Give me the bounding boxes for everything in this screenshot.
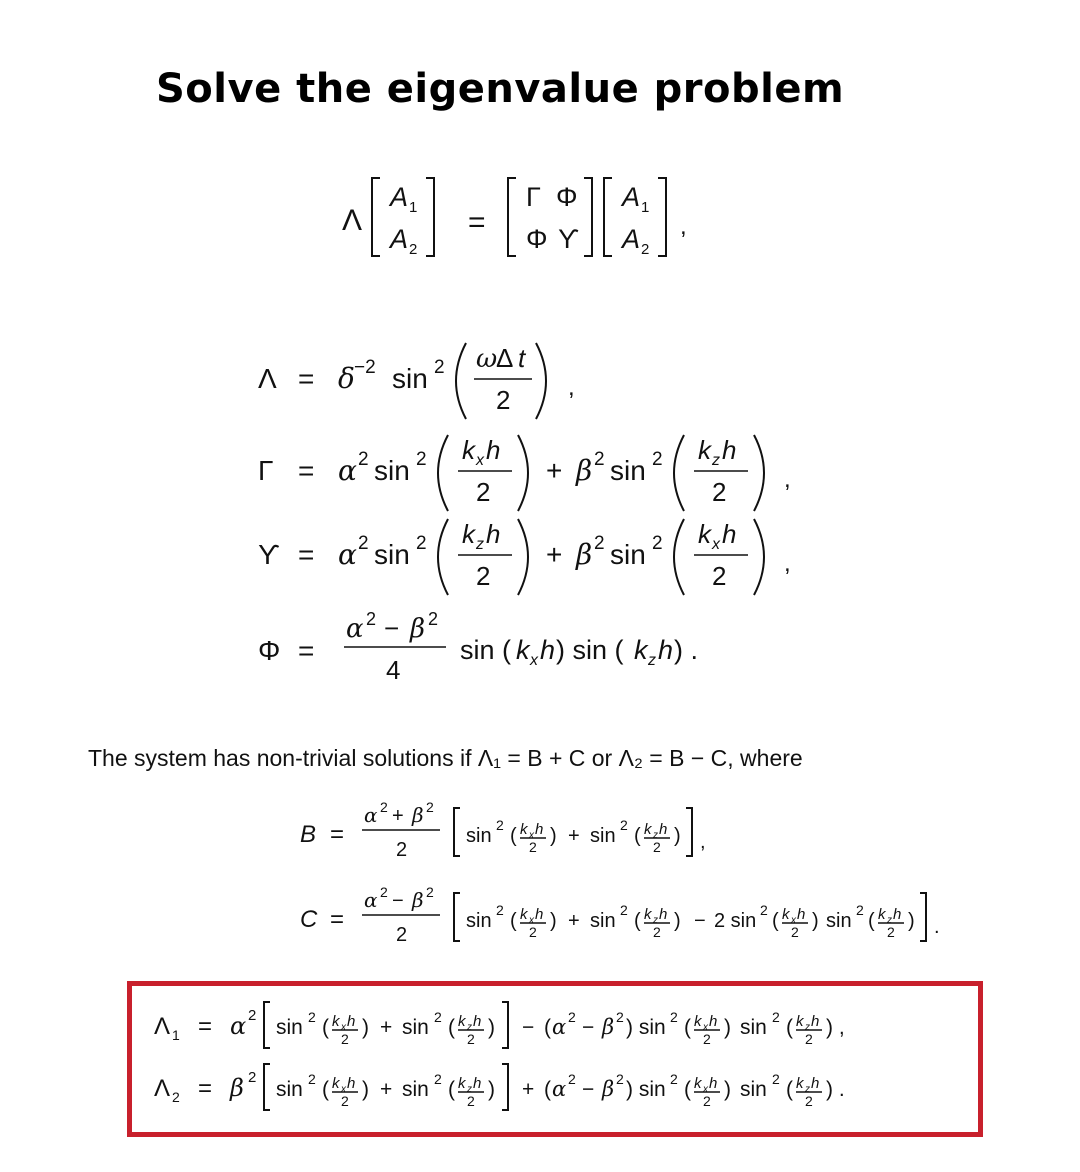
svg-text:β: β bbox=[576, 454, 593, 487]
answer-lambda1 bbox=[154, 1002, 845, 1048]
svg-text:sin: sin bbox=[276, 1078, 303, 1101]
svg-text:z: z bbox=[712, 452, 720, 469]
svg-text:2: 2 bbox=[341, 1031, 349, 1047]
svg-text:(: ( bbox=[448, 1016, 455, 1039]
answer-equations bbox=[140, 992, 970, 1122]
svg-text:=: = bbox=[298, 363, 315, 394]
svg-text:4: 4 bbox=[386, 655, 401, 685]
svg-text:δ: δ bbox=[338, 362, 355, 395]
svg-text:−: − bbox=[522, 1016, 535, 1039]
svg-text:C: C bbox=[300, 906, 318, 933]
svg-text:2: 2 bbox=[426, 885, 434, 900]
svg-text:(: ( bbox=[510, 825, 517, 847]
svg-text:h: h bbox=[486, 435, 501, 465]
svg-text:h: h bbox=[722, 435, 737, 465]
svg-text:k: k bbox=[644, 906, 652, 923]
svg-text:,: , bbox=[784, 466, 791, 493]
svg-text:x: x bbox=[530, 652, 538, 669]
svg-text:sin: sin bbox=[740, 1016, 767, 1039]
svg-text:2: 2 bbox=[856, 902, 864, 918]
svg-text:): ) bbox=[550, 825, 557, 847]
svg-text:x: x bbox=[476, 452, 484, 469]
matrix-equation bbox=[330, 170, 730, 270]
svg-text:+: + bbox=[546, 455, 563, 486]
svg-text:z: z bbox=[467, 1084, 472, 1095]
svg-text:h: h bbox=[722, 519, 737, 549]
svg-text:k: k bbox=[878, 906, 886, 923]
svg-text:x: x bbox=[712, 536, 720, 553]
svg-text:(: ( bbox=[786, 1016, 793, 1039]
svg-text:): ) bbox=[724, 1016, 731, 1039]
solution-condition-paragraph: The system has non-trivial solutions if Λ₁ = B + C or Λ₂ = B − C, where bbox=[88, 745, 803, 771]
svg-text:β: β bbox=[230, 1074, 244, 1102]
svg-text:2: 2 bbox=[568, 1071, 576, 1087]
svg-text:x: x bbox=[341, 1084, 346, 1095]
svg-text:2: 2 bbox=[434, 357, 445, 378]
svg-text:=: = bbox=[198, 1013, 213, 1040]
svg-text:+: + bbox=[392, 805, 404, 827]
svg-text:k: k bbox=[694, 1013, 702, 1030]
svg-text:2: 2 bbox=[416, 449, 427, 470]
svg-text:,: , bbox=[784, 550, 791, 577]
svg-text:k: k bbox=[520, 821, 528, 838]
svg-text:z: z bbox=[887, 915, 892, 926]
svg-text:−: − bbox=[384, 613, 400, 643]
svg-text:): ) bbox=[362, 1078, 369, 1101]
svg-text:Φ: Φ bbox=[258, 635, 281, 666]
svg-text:β: β bbox=[412, 803, 424, 827]
svg-text:,: , bbox=[680, 213, 687, 240]
svg-text:2: 2 bbox=[396, 839, 408, 861]
svg-text:2: 2 bbox=[616, 1071, 624, 1087]
def-lambda bbox=[258, 343, 575, 419]
svg-text:2: 2 bbox=[652, 449, 663, 470]
svg-text:(: ( bbox=[634, 825, 641, 847]
svg-text:2: 2 bbox=[396, 924, 408, 946]
svg-text:=: = bbox=[468, 206, 486, 239]
svg-text:k: k bbox=[698, 519, 711, 549]
svg-text:k: k bbox=[644, 821, 652, 838]
svg-text:β: β bbox=[602, 1077, 615, 1101]
svg-text:2: 2 bbox=[476, 561, 491, 591]
svg-text:=: = bbox=[198, 1075, 213, 1102]
svg-text:h: h bbox=[811, 1075, 820, 1092]
svg-text:1: 1 bbox=[641, 199, 650, 216]
svg-text:(: ( bbox=[772, 910, 779, 932]
svg-text:): ) bbox=[908, 910, 915, 932]
svg-text:x: x bbox=[791, 915, 796, 926]
svg-text:z: z bbox=[476, 536, 484, 553]
svg-text:=: = bbox=[330, 906, 345, 933]
svg-text:sin: sin bbox=[374, 539, 410, 570]
svg-text:x: x bbox=[703, 1022, 708, 1033]
svg-text:.: . bbox=[934, 916, 940, 938]
svg-text:−: − bbox=[582, 1078, 595, 1101]
svg-text:Λ: Λ bbox=[154, 1013, 171, 1040]
svg-text:2: 2 bbox=[308, 1009, 316, 1025]
svg-text:h: h bbox=[535, 906, 544, 923]
svg-text:2: 2 bbox=[620, 817, 628, 833]
vector-a2: A bbox=[390, 224, 409, 254]
matrix-phi-1: Φ bbox=[556, 182, 578, 212]
svg-text:) .: ) . bbox=[826, 1078, 845, 1101]
svg-text:2: 2 bbox=[703, 1031, 711, 1047]
svg-text:2: 2 bbox=[653, 924, 661, 940]
svg-text:h: h bbox=[347, 1075, 356, 1092]
def-gamma bbox=[258, 435, 791, 511]
svg-text:2: 2 bbox=[496, 902, 504, 918]
svg-text:2: 2 bbox=[248, 1007, 257, 1024]
svg-text:k: k bbox=[520, 906, 528, 923]
svg-text:): ) bbox=[724, 1078, 731, 1101]
svg-text:B: B bbox=[300, 821, 317, 848]
svg-text:h: h bbox=[473, 1013, 482, 1030]
svg-text:(: ( bbox=[322, 1078, 329, 1101]
svg-text:+: + bbox=[380, 1078, 393, 1101]
svg-text:β: β bbox=[602, 1015, 615, 1039]
svg-text:2: 2 bbox=[341, 1093, 349, 1109]
svg-text:(: ( bbox=[448, 1078, 455, 1101]
svg-text:2: 2 bbox=[791, 924, 799, 940]
svg-text:h: h bbox=[486, 519, 501, 549]
svg-text:2: 2 bbox=[529, 839, 537, 855]
svg-text:sin (: sin ( bbox=[460, 635, 512, 665]
svg-text:sin: sin bbox=[590, 910, 616, 932]
svg-text:2: 2 bbox=[620, 902, 628, 918]
svg-text:(: ( bbox=[634, 910, 641, 932]
svg-text:): ) bbox=[674, 825, 681, 847]
svg-text:h: h bbox=[797, 906, 806, 923]
svg-text:sin: sin bbox=[466, 910, 492, 932]
svg-text:sin: sin bbox=[610, 455, 646, 486]
svg-text:h: h bbox=[347, 1013, 356, 1030]
svg-text:2: 2 bbox=[496, 817, 504, 833]
svg-text:k: k bbox=[796, 1013, 804, 1030]
b-equation bbox=[290, 800, 750, 870]
svg-text:2: 2 bbox=[670, 1009, 678, 1025]
svg-text:1: 1 bbox=[409, 199, 418, 216]
svg-text:2: 2 bbox=[496, 385, 511, 415]
svg-text:(: ( bbox=[868, 910, 875, 932]
svg-text:): ) bbox=[550, 910, 557, 932]
answer-lambda2 bbox=[154, 1064, 845, 1110]
svg-text:k: k bbox=[458, 1075, 466, 1092]
svg-text:): ) bbox=[488, 1016, 495, 1039]
svg-text:2: 2 bbox=[426, 800, 434, 815]
svg-text:α: α bbox=[346, 614, 364, 644]
svg-text:+: + bbox=[522, 1078, 535, 1101]
svg-text:2: 2 bbox=[380, 885, 388, 900]
svg-text:−: − bbox=[694, 910, 706, 932]
svg-text:): ) bbox=[362, 1016, 369, 1039]
svg-text:,: , bbox=[568, 374, 575, 401]
svg-text:ϒ: ϒ bbox=[258, 539, 280, 570]
svg-text:k: k bbox=[516, 635, 530, 665]
svg-text:α: α bbox=[364, 888, 378, 912]
matrix-gamma: Γ bbox=[526, 182, 541, 212]
lambda-symbol: Λ bbox=[342, 204, 363, 237]
svg-text:α: α bbox=[338, 454, 357, 487]
svg-text:2: 2 bbox=[467, 1093, 475, 1109]
svg-text:sin: sin bbox=[402, 1016, 429, 1039]
svg-text:(: ( bbox=[544, 1016, 551, 1039]
svg-text:z: z bbox=[653, 830, 658, 841]
svg-text:2: 2 bbox=[594, 449, 605, 470]
svg-text:2: 2 bbox=[248, 1069, 257, 1086]
svg-text:): ) bbox=[812, 910, 819, 932]
svg-text:α: α bbox=[364, 803, 378, 827]
svg-text:(: ( bbox=[510, 910, 517, 932]
svg-text:2: 2 bbox=[380, 800, 388, 815]
svg-text:) ,: ) , bbox=[826, 1016, 845, 1039]
svg-text:z: z bbox=[648, 652, 656, 669]
svg-text:2: 2 bbox=[805, 1093, 813, 1109]
svg-text:2: 2 bbox=[616, 1009, 624, 1025]
svg-text:2: 2 bbox=[594, 533, 605, 554]
svg-text:(: ( bbox=[544, 1078, 551, 1101]
svg-text:α: α bbox=[552, 1015, 567, 1039]
svg-text:k: k bbox=[462, 435, 475, 465]
svg-text:k: k bbox=[458, 1013, 466, 1030]
svg-text:2: 2 bbox=[772, 1009, 780, 1025]
svg-text:Γ: Γ bbox=[258, 455, 274, 486]
svg-text:Λ: Λ bbox=[154, 1075, 171, 1102]
svg-text:β: β bbox=[412, 888, 424, 912]
svg-text:=: = bbox=[298, 455, 315, 486]
svg-text:β: β bbox=[576, 538, 593, 571]
svg-text:A: A bbox=[622, 224, 641, 254]
svg-text:h: h bbox=[811, 1013, 820, 1030]
svg-text:) sin: ) sin bbox=[626, 1078, 666, 1101]
svg-text:k: k bbox=[462, 519, 475, 549]
matrix-phi-2: Φ bbox=[526, 224, 548, 254]
def-upsilon bbox=[258, 519, 791, 595]
svg-text:2: 2 bbox=[703, 1093, 711, 1109]
svg-text:z: z bbox=[805, 1022, 810, 1033]
svg-text:x: x bbox=[341, 1022, 346, 1033]
svg-text:h: h bbox=[658, 635, 674, 665]
svg-text:2: 2 bbox=[434, 1009, 442, 1025]
svg-text:h: h bbox=[535, 821, 544, 838]
svg-text:) sin: ) sin bbox=[626, 1016, 666, 1039]
svg-text:(: ( bbox=[322, 1016, 329, 1039]
svg-text:k: k bbox=[796, 1075, 804, 1092]
svg-text:2: 2 bbox=[529, 924, 537, 940]
svg-text:2: 2 bbox=[887, 924, 895, 940]
svg-text:(: ( bbox=[684, 1016, 691, 1039]
svg-text:h: h bbox=[659, 821, 668, 838]
def-phi bbox=[258, 609, 698, 685]
svg-text:(: ( bbox=[786, 1078, 793, 1101]
svg-text:t: t bbox=[518, 343, 526, 373]
svg-text:sin: sin bbox=[740, 1078, 767, 1101]
c-equation bbox=[290, 885, 990, 955]
svg-text:2: 2 bbox=[670, 1071, 678, 1087]
svg-text:sin: sin bbox=[392, 363, 428, 394]
svg-text:2: 2 bbox=[760, 902, 768, 918]
svg-text:) sin (: ) sin ( bbox=[556, 635, 624, 665]
svg-text:2: 2 bbox=[805, 1031, 813, 1047]
svg-text:A: A bbox=[622, 182, 641, 212]
svg-text:k: k bbox=[332, 1075, 340, 1092]
svg-text:sin: sin bbox=[276, 1016, 303, 1039]
svg-text:(: ( bbox=[684, 1078, 691, 1101]
svg-text:+: + bbox=[568, 910, 580, 932]
vector-a1: A bbox=[390, 182, 409, 212]
svg-text:sin: sin bbox=[610, 539, 646, 570]
svg-text:sin: sin bbox=[826, 910, 852, 932]
svg-text:Λ: Λ bbox=[258, 363, 277, 394]
svg-text:−2: −2 bbox=[354, 357, 376, 378]
svg-text:h: h bbox=[659, 906, 668, 923]
svg-text:2: 2 bbox=[712, 477, 727, 507]
svg-text:2: 2 bbox=[467, 1031, 475, 1047]
svg-text:=: = bbox=[298, 539, 315, 570]
svg-text:k: k bbox=[634, 635, 648, 665]
svg-text:=: = bbox=[298, 635, 315, 666]
svg-text:2: 2 bbox=[653, 839, 661, 855]
svg-text:h: h bbox=[893, 906, 902, 923]
svg-text:+: + bbox=[568, 825, 580, 847]
svg-text:2: 2 bbox=[476, 477, 491, 507]
svg-text:x: x bbox=[529, 915, 534, 926]
svg-text:k: k bbox=[694, 1075, 702, 1092]
svg-text:h: h bbox=[540, 635, 556, 665]
svg-text:α: α bbox=[552, 1077, 567, 1101]
svg-text:h: h bbox=[473, 1075, 482, 1092]
matrix-upsilon: ϒ bbox=[558, 224, 579, 254]
svg-text:2: 2 bbox=[416, 533, 427, 554]
svg-text:2: 2 bbox=[568, 1009, 576, 1025]
svg-text:): ) bbox=[674, 910, 681, 932]
svg-text:2 sin: 2 sin bbox=[714, 910, 757, 932]
definitions-block bbox=[250, 335, 810, 695]
svg-text:=: = bbox=[330, 821, 345, 848]
svg-text:2: 2 bbox=[358, 533, 369, 554]
svg-text:2: 2 bbox=[772, 1071, 780, 1087]
svg-text:2: 2 bbox=[641, 241, 650, 258]
svg-text:−: − bbox=[582, 1016, 595, 1039]
svg-text:) .: ) . bbox=[674, 635, 698, 665]
svg-text:z: z bbox=[467, 1022, 472, 1033]
svg-text:α: α bbox=[230, 1012, 247, 1040]
svg-text:z: z bbox=[805, 1084, 810, 1095]
svg-text:k: k bbox=[782, 906, 790, 923]
svg-text:,: , bbox=[700, 831, 706, 853]
page-title: Solve the eigenvalue problem bbox=[156, 66, 845, 112]
svg-text:sin: sin bbox=[402, 1078, 429, 1101]
svg-text:2: 2 bbox=[172, 1089, 180, 1105]
svg-text:α: α bbox=[338, 538, 357, 571]
svg-text:x: x bbox=[703, 1084, 708, 1095]
svg-text:): ) bbox=[488, 1078, 495, 1101]
svg-text:h: h bbox=[709, 1075, 718, 1092]
svg-text:sin: sin bbox=[590, 825, 616, 847]
svg-text:ω: ω bbox=[476, 344, 498, 374]
svg-text:2: 2 bbox=[712, 561, 727, 591]
svg-text:k: k bbox=[698, 435, 711, 465]
svg-text:1: 1 bbox=[172, 1027, 180, 1043]
svg-text:2: 2 bbox=[428, 609, 439, 629]
svg-text:+: + bbox=[380, 1016, 393, 1039]
svg-text:2: 2 bbox=[409, 241, 418, 258]
svg-text:2: 2 bbox=[358, 449, 369, 470]
svg-text:2: 2 bbox=[366, 609, 377, 629]
svg-text:2: 2 bbox=[434, 1071, 442, 1087]
svg-text:sin: sin bbox=[374, 455, 410, 486]
svg-text:z: z bbox=[653, 915, 658, 926]
svg-text:h: h bbox=[709, 1013, 718, 1030]
svg-text:sin: sin bbox=[466, 825, 492, 847]
svg-text:2: 2 bbox=[308, 1071, 316, 1087]
svg-text:Δ: Δ bbox=[496, 343, 514, 373]
svg-text:−: − bbox=[392, 890, 404, 912]
svg-text:+: + bbox=[546, 539, 563, 570]
svg-text:2: 2 bbox=[652, 533, 663, 554]
svg-text:x: x bbox=[529, 830, 534, 841]
svg-text:β: β bbox=[410, 614, 426, 644]
svg-text:k: k bbox=[332, 1013, 340, 1030]
